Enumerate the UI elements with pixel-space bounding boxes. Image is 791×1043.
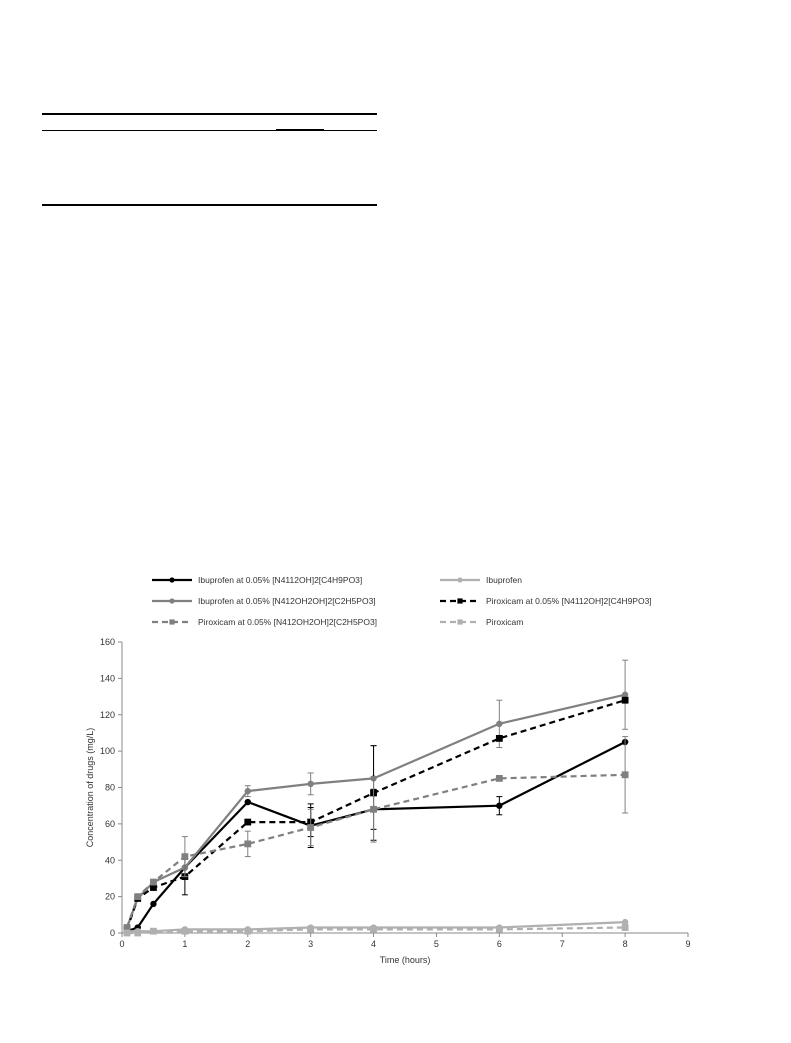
data-point [622, 924, 629, 931]
data-point [496, 735, 503, 742]
series-group [124, 737, 629, 931]
y-tick-label: 20 [104, 891, 115, 902]
series-group [124, 697, 629, 933]
legend-entry-label: Ibuprofen at 0.05% [N412OH2OH]2[C2H5PO3] [198, 596, 376, 606]
y-tick-label: 0 [109, 928, 115, 938]
x-axis-title: Time (hours) [379, 955, 431, 965]
series-line [127, 700, 625, 929]
data-point [134, 930, 141, 937]
chart-plot-area [124, 660, 629, 936]
y-tick-label: 60 [104, 818, 115, 829]
data-point [181, 928, 188, 935]
legend-entry-label: Ibuprofen [486, 575, 522, 585]
data-point [307, 781, 313, 787]
legend-swatch-marker [169, 598, 174, 603]
data-point [307, 824, 314, 831]
legend-swatch-marker [457, 577, 462, 582]
data-point [622, 771, 629, 778]
data-point [150, 901, 156, 907]
legend-entry-label: Ibuprofen at 0.05% [N4112OH]2[C4H9PO3] [198, 575, 363, 585]
data-point [245, 799, 251, 805]
data-point [496, 802, 502, 808]
x-tick-label: 4 [371, 939, 377, 949]
y-axis-title: Concentration of drugs (mg/L) [85, 727, 95, 848]
data-point [134, 893, 141, 900]
y-tick-label: 100 [99, 746, 115, 757]
data-point [244, 928, 251, 935]
x-tick-label: 8 [622, 939, 628, 949]
x-tick-label: 5 [433, 939, 439, 949]
x-tick-label: 6 [496, 939, 502, 949]
data-point [370, 806, 377, 813]
y-tick-label: 120 [99, 709, 115, 720]
x-tick-label: 3 [308, 939, 314, 949]
y-tick-label: 140 [99, 673, 115, 684]
legend-swatch-marker [457, 619, 462, 624]
data-point [307, 926, 314, 933]
data-point [370, 926, 377, 933]
data-point [244, 819, 251, 826]
data-point [622, 697, 629, 704]
x-tick-label: 9 [685, 939, 691, 949]
data-point [124, 930, 131, 937]
legend-entry-label: Piroxicam at 0.05% [N412OH2OH]2[C2H5PO3] [198, 617, 378, 627]
series-group [124, 739, 628, 935]
data-point [181, 853, 188, 860]
x-tick-label: 7 [559, 939, 565, 949]
data-point [150, 928, 157, 935]
chart-axes [85, 637, 691, 965]
data-point [496, 721, 502, 727]
legend-swatch-marker [169, 577, 174, 582]
series-line [127, 742, 625, 931]
x-tick-label: 1 [182, 939, 188, 949]
x-tick-label: 0 [119, 939, 125, 949]
y-tick-label: 160 [99, 637, 115, 647]
legend-swatch-marker [169, 619, 174, 624]
data-point [150, 879, 157, 886]
x-tick-label: 2 [245, 939, 251, 949]
y-tick-label: 80 [104, 782, 115, 793]
data-point [244, 840, 251, 847]
legend-entry-label: Piroxicam at 0.05% [N4112OH]2[C4H9PO3] [486, 596, 652, 606]
legend-entry-label: Piroxicam [486, 617, 524, 627]
y-tick-label: 40 [104, 855, 115, 866]
legend-swatch-marker [457, 598, 462, 603]
data-point [245, 788, 251, 794]
data-point [496, 775, 503, 782]
chart-legend [152, 575, 652, 627]
data-point [496, 926, 503, 933]
